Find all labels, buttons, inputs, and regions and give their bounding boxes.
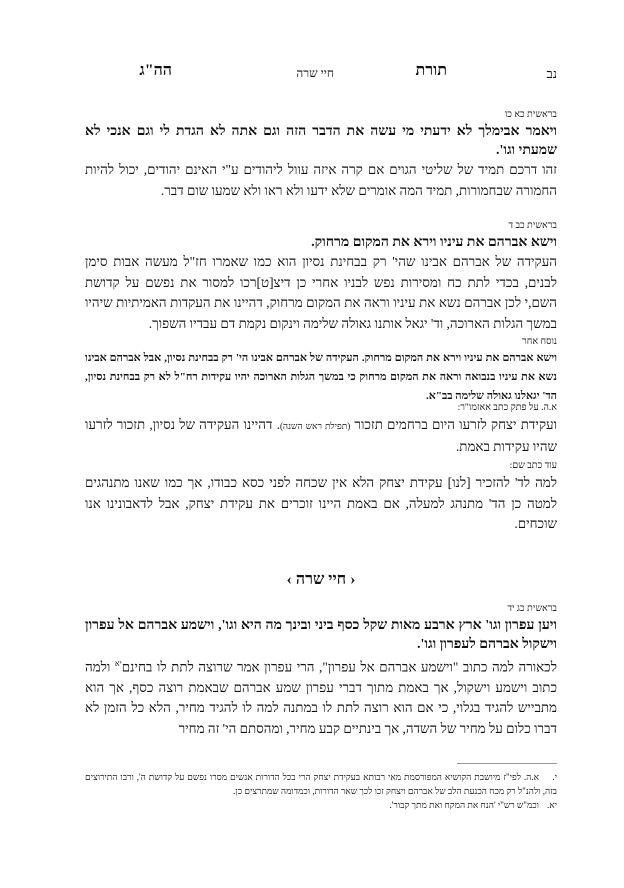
commentary-text: זהו דרכם תמיד של שליטי הגוים אם קרה איזה עוול ליהודים ע"י האינם יהודים, יכול להיות החמורה שבחמורות, תמיד המה אומרים שלא ידעו ולא ראו ולא שמעו שום דבר.	[85, 162, 557, 198]
text-part: ועקידת יצחק לזרעו היום ברחמים תזכור	[354, 417, 558, 432]
alt-version-label: נוסח אחר	[522, 337, 557, 347]
commentary-text	[85, 654, 557, 739]
section-akeidah	[85, 220, 557, 406]
source-reference: בראשית כב ד	[508, 221, 557, 231]
note-label: א.ה. על פתק כתב אאזמו"ר:	[457, 403, 557, 413]
footnote-number: יא.	[546, 800, 557, 810]
verse-lemma: ויאמר אבימלך לא ידעתי מי עשה את הדבר הזה וגם אתה לא הגדת לי וגם אנכי לא שמעתי וגו'.	[85, 124, 557, 158]
note-label: עוד כתב שם:	[509, 461, 557, 471]
section-od-katav	[85, 460, 557, 535]
page-number: נב	[546, 66, 557, 81]
text-part: לכאורה למה כתוב "וישמע אברהם אל עפרון", הרי עפרון אמר שרוצה לתת לו בחינם	[121, 659, 557, 675]
commentary-text: העקידה של אברהם אבינו שהי' רק בבחינת נסיון הוא כמו שאמרו חז"ל מעשה אבות סימן לבנים, בכדי לתת כח ומסירות נפש לבניו אחרי כן דיצ[ט]רכו למסור את נפשם על קדושת השם,י לכן אברהם נשא את עיניו וראה את המקום מרחוק, דהיינו את העקדות האמיתיות שיהיו במשך הגלות הארוכה, וד' יגאל אותנו גאולה שלימה וינקום נקמת דם עבדיו השפוך.	[85, 254, 557, 331]
source-reference: בראשית כא כו	[504, 110, 557, 120]
year-label: הה"ג	[139, 62, 172, 79]
footnote-text: וכמ"ש רש"י 'הנח את המקח ואת מתך קבור'.	[389, 800, 539, 810]
verse-lemma: וישא אברהם את עיניו וירא את המקום מרחוק.	[311, 235, 557, 250]
footnote-item	[85, 798, 557, 812]
commentary-text: למה לד' להזכיר [לנו] עקידת יצחק הלא אין שכחה לפני כסא כבודו, אך כמו שאנו מתנהגים למטה כן הד' מתנהג למעלה, אם באמת היינו זוכרים את עקידת יצחק, אבל לדאבונינו אנו שוכחים.	[85, 475, 557, 531]
text-part: . דהיינו העקידה של נסיון, תזכור לזרעו שהיו עקידות באמת.	[85, 417, 557, 454]
text-part: ולמה כתוב וישמע וישקול, אך באמת מתוך דברי עפרון שמע אברהם שבאמת רוצה כסף, אך הוא מתבייש להגיד בגלוי, כי אם הוא רוצה לתת לו במתנה למה לו להגיד מחיר, הלא כל הזמן לא דברו כלום על מחיר של השדה, אך בינתיים קבע מחיר, ומהסתם הי' זה מחיר	[85, 659, 557, 736]
alt-version-text: וישא אברהם את עיניו וירא את המקום מרחוק. העקידה של אברהם אבינו הי' רק בבחינת נסיון, אבל אברהם אבינו נשא את עיניו בנבואה וראה את המקום מרחוק כי במשך הגלות הארוכה יהיו עקידות רח"ל לא רק בבחינת נסיון, הד' יגאלנו גאולה שלימה בב"א.	[85, 352, 557, 402]
verse-lemma: ויען עפרון וגו' ארץ ארבע מאות שקל כסף ביני ובינך מה היא וגו', וישמע אברהם אל עפרון וישקול אברהם לעפרון וגו'.	[85, 618, 557, 652]
footnote-text: א.ה. לפי"ז מיושבת הקושיא המפורסמת מאי רבותא בעקידת יצחק הרי בכל הדורות אנשים מסרו נפשם על קדושת ה', ורבו התירוצים בזה, ולהנ"ל רק מכח הכנעת הלב של אברהם ויצחק זכו לכך שאר הדורות, וכמדומה שמתרצים כן.	[85, 772, 557, 796]
book-title: תורת	[415, 62, 447, 79]
section-efron	[85, 603, 557, 739]
citation-paren: (תפילת ראש השנה)	[279, 421, 351, 431]
footnote-ref[interactable]: יא	[114, 659, 122, 668]
footnote-item	[85, 770, 557, 798]
footnote-number: י.	[552, 772, 557, 782]
parsha-title: ‹ חיי שרה ›	[286, 571, 356, 588]
page-header	[85, 62, 557, 84]
source-reference: בראשית כג יד	[507, 604, 557, 614]
footnote-divider	[457, 763, 557, 764]
section-avimelech	[85, 109, 557, 201]
commentary-text	[85, 415, 557, 457]
section-note-zichronos	[85, 402, 557, 457]
parsha-name: חיי שרה	[296, 66, 334, 80]
footnotes	[85, 770, 557, 812]
